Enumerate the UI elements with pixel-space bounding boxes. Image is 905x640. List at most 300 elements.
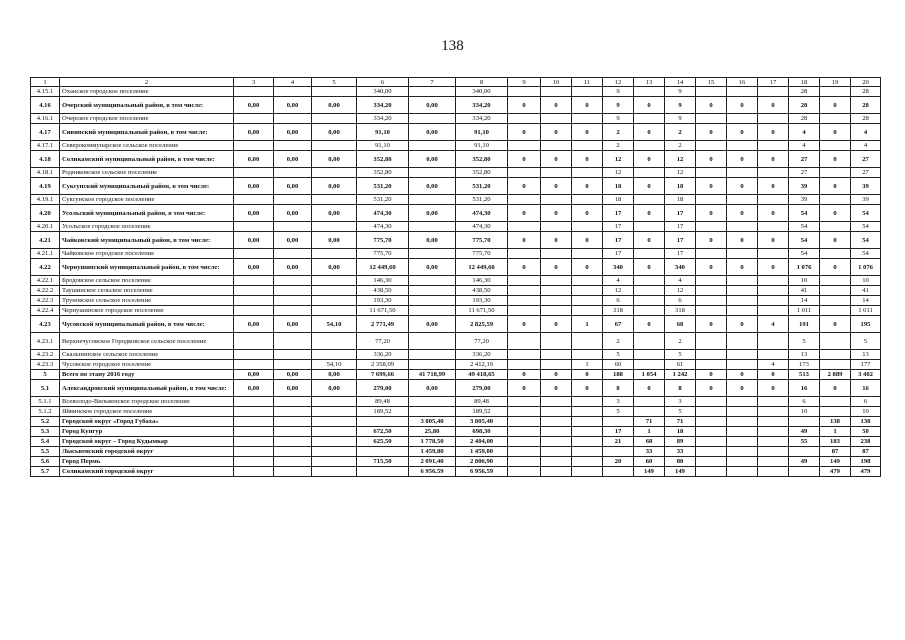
value-cell: 698,30 bbox=[456, 427, 508, 437]
value-cell: 28 bbox=[851, 97, 881, 114]
value-cell bbox=[274, 286, 312, 296]
value-cell bbox=[508, 417, 541, 427]
value-cell: 27 bbox=[851, 151, 881, 168]
table-row bbox=[31, 306, 881, 316]
value-cell bbox=[234, 467, 274, 477]
value-cell: 18 bbox=[665, 427, 696, 437]
value-cell bbox=[409, 306, 456, 316]
value-cell: 2 bbox=[603, 333, 634, 350]
value-cell bbox=[727, 249, 758, 259]
value-cell: 17 bbox=[665, 205, 696, 222]
value-cell: 0 bbox=[572, 151, 603, 168]
table-row bbox=[31, 141, 881, 151]
value-cell: 0 bbox=[727, 232, 758, 249]
value-cell: 0 bbox=[508, 97, 541, 114]
value-cell: 0 bbox=[572, 259, 603, 276]
value-cell bbox=[274, 447, 312, 457]
table-row bbox=[31, 87, 881, 97]
value-cell: 68 bbox=[665, 316, 696, 333]
value-cell: 0,00 bbox=[312, 97, 357, 114]
value-cell: 0,00 bbox=[234, 380, 274, 397]
value-cell bbox=[572, 407, 603, 417]
value-cell: 0,00 bbox=[312, 178, 357, 195]
value-cell: 49 bbox=[789, 427, 820, 437]
value-cell bbox=[234, 286, 274, 296]
row-name-cell: Очерский муниципальный район, в том числе: bbox=[60, 97, 234, 114]
value-cell: 0,00 bbox=[312, 380, 357, 397]
column-number: 5 bbox=[312, 78, 357, 87]
value-cell: 4 bbox=[758, 316, 789, 333]
value-cell: 91,10 bbox=[456, 141, 508, 151]
value-cell: 2 404,00 bbox=[456, 437, 508, 447]
value-cell: 0 bbox=[634, 259, 665, 276]
value-cell: 68 bbox=[634, 437, 665, 447]
table-row bbox=[31, 360, 881, 370]
row-number-cell: 4.20 bbox=[31, 205, 60, 222]
value-cell: 9 bbox=[665, 97, 696, 114]
value-cell: 0 bbox=[541, 124, 572, 141]
value-cell: 13 bbox=[789, 350, 820, 360]
row-number-cell: 4.23.1 bbox=[31, 333, 60, 350]
value-cell: 5 bbox=[665, 407, 696, 417]
value-cell: 0 bbox=[696, 205, 727, 222]
value-cell bbox=[541, 417, 572, 427]
value-cell bbox=[758, 333, 789, 350]
value-cell bbox=[508, 397, 541, 407]
value-cell: 189,52 bbox=[357, 407, 409, 417]
value-cell bbox=[234, 195, 274, 205]
value-cell bbox=[508, 296, 541, 306]
value-cell: 0 bbox=[541, 205, 572, 222]
value-cell: 17 bbox=[603, 222, 634, 232]
value-cell bbox=[409, 114, 456, 124]
value-cell: 67 bbox=[603, 316, 634, 333]
value-cell: 149 bbox=[634, 467, 665, 477]
value-cell: 0 bbox=[572, 370, 603, 380]
value-cell bbox=[234, 437, 274, 447]
value-cell: 0 bbox=[820, 124, 851, 141]
row-number-cell: 4.23 bbox=[31, 316, 60, 333]
value-cell: 279,00 bbox=[456, 380, 508, 397]
row-name-cell: Северокоммунарское сельское поселение bbox=[60, 141, 234, 151]
value-cell: 3 402 bbox=[851, 370, 881, 380]
value-cell: 0 bbox=[572, 178, 603, 195]
value-cell: 60 bbox=[634, 457, 665, 467]
value-cell: 4 bbox=[851, 141, 881, 151]
value-cell: 9 bbox=[665, 87, 696, 97]
value-cell bbox=[727, 296, 758, 306]
value-cell: 0 bbox=[508, 232, 541, 249]
value-cell bbox=[758, 427, 789, 437]
value-cell: 16 bbox=[851, 380, 881, 397]
value-cell bbox=[758, 467, 789, 477]
row-name-cell: Соликамский городской округ bbox=[60, 467, 234, 477]
row-number-cell: 5.7 bbox=[31, 467, 60, 477]
value-cell: 11 671,50 bbox=[357, 306, 409, 316]
value-cell bbox=[409, 195, 456, 205]
value-cell: 5 bbox=[603, 350, 634, 360]
page-number: 138 bbox=[441, 38, 464, 54]
value-cell: 2 806,90 bbox=[456, 457, 508, 467]
value-cell bbox=[572, 114, 603, 124]
value-cell bbox=[234, 87, 274, 97]
value-cell bbox=[312, 249, 357, 259]
value-cell: 0 bbox=[508, 205, 541, 222]
table-row bbox=[31, 417, 881, 427]
value-cell bbox=[572, 437, 603, 447]
value-cell bbox=[312, 286, 357, 296]
value-cell: 17 bbox=[665, 222, 696, 232]
value-cell: 191 bbox=[789, 316, 820, 333]
column-number: 9 bbox=[508, 78, 541, 87]
value-cell bbox=[541, 427, 572, 437]
value-cell bbox=[727, 407, 758, 417]
value-cell: 9 bbox=[603, 87, 634, 97]
value-cell bbox=[820, 249, 851, 259]
table-row bbox=[31, 222, 881, 232]
value-cell bbox=[409, 249, 456, 259]
value-cell bbox=[312, 114, 357, 124]
value-cell: 54 bbox=[851, 232, 881, 249]
value-cell: 0,00 bbox=[312, 232, 357, 249]
value-cell bbox=[820, 333, 851, 350]
table-row bbox=[31, 178, 881, 195]
table-row bbox=[31, 350, 881, 360]
value-cell bbox=[727, 286, 758, 296]
value-cell: 0 bbox=[634, 178, 665, 195]
value-cell bbox=[312, 457, 357, 467]
value-cell: 0 bbox=[508, 259, 541, 276]
table-row bbox=[31, 259, 881, 276]
value-cell: 55 bbox=[789, 437, 820, 447]
value-cell bbox=[634, 407, 665, 417]
value-cell bbox=[541, 114, 572, 124]
row-number-cell: 4.18 bbox=[31, 151, 60, 168]
row-number-cell: 5.2 bbox=[31, 417, 60, 427]
value-cell: 0,00 bbox=[274, 380, 312, 397]
value-cell: 41 718,99 bbox=[409, 370, 456, 380]
column-number: 10 bbox=[541, 78, 572, 87]
value-cell: 54 bbox=[851, 249, 881, 259]
value-cell: 0 bbox=[696, 380, 727, 397]
value-cell bbox=[541, 276, 572, 286]
value-cell bbox=[634, 306, 665, 316]
value-cell: 12 bbox=[603, 151, 634, 168]
value-cell: 5 bbox=[789, 333, 820, 350]
row-number-cell: 5 bbox=[31, 370, 60, 380]
value-cell bbox=[820, 360, 851, 370]
value-cell: 77,20 bbox=[456, 333, 508, 350]
row-name-cell: Городской округ «Город Губаха» bbox=[60, 417, 234, 427]
row-number-cell: 4.20.1 bbox=[31, 222, 60, 232]
value-cell: 0,00 bbox=[274, 232, 312, 249]
value-cell bbox=[727, 222, 758, 232]
value-cell: 0 bbox=[820, 259, 851, 276]
value-cell: 12 449,60 bbox=[456, 259, 508, 276]
value-cell bbox=[696, 447, 727, 457]
value-cell bbox=[789, 447, 820, 457]
value-cell bbox=[572, 168, 603, 178]
value-cell: 50 bbox=[851, 427, 881, 437]
value-cell bbox=[409, 87, 456, 97]
value-cell: 352,80 bbox=[357, 168, 409, 178]
value-cell: 33 bbox=[634, 447, 665, 457]
value-cell: 20 bbox=[603, 457, 634, 467]
column-number: 19 bbox=[820, 78, 851, 87]
value-cell bbox=[696, 407, 727, 417]
value-cell bbox=[727, 397, 758, 407]
value-cell: 0 bbox=[727, 316, 758, 333]
value-cell: 0 bbox=[758, 380, 789, 397]
value-cell: 0,00 bbox=[312, 370, 357, 380]
value-cell: 39 bbox=[851, 195, 881, 205]
value-cell bbox=[572, 141, 603, 151]
value-cell bbox=[541, 350, 572, 360]
value-cell bbox=[409, 350, 456, 360]
value-cell: 0 bbox=[634, 316, 665, 333]
value-cell: 195 bbox=[851, 316, 881, 333]
value-cell: 352,80 bbox=[456, 151, 508, 168]
row-name-cell: Всего по этапу 2016 году bbox=[60, 370, 234, 380]
row-name-cell: Суксунский муниципальный район, в том числе: bbox=[60, 178, 234, 195]
column-number: 4 bbox=[274, 78, 312, 87]
value-cell bbox=[572, 296, 603, 306]
value-cell: 0 bbox=[541, 178, 572, 195]
table-row bbox=[31, 380, 881, 397]
value-cell: 0,00 bbox=[312, 124, 357, 141]
value-cell bbox=[758, 141, 789, 151]
value-cell: 775,70 bbox=[357, 232, 409, 249]
value-cell: 0 bbox=[541, 232, 572, 249]
value-cell: 10 bbox=[851, 276, 881, 286]
value-cell: 6 bbox=[789, 397, 820, 407]
value-cell bbox=[727, 447, 758, 457]
value-cell bbox=[696, 350, 727, 360]
value-cell: 10 bbox=[789, 276, 820, 286]
value-cell: 1 bbox=[634, 427, 665, 437]
value-cell bbox=[820, 114, 851, 124]
value-cell bbox=[274, 407, 312, 417]
value-cell: 0,00 bbox=[234, 205, 274, 222]
value-cell bbox=[508, 87, 541, 97]
value-cell bbox=[696, 417, 727, 427]
value-cell bbox=[409, 360, 456, 370]
value-cell: 0 bbox=[541, 316, 572, 333]
value-cell: 149 bbox=[820, 457, 851, 467]
value-cell bbox=[696, 249, 727, 259]
value-cell bbox=[758, 286, 789, 296]
value-cell: 0,00 bbox=[234, 316, 274, 333]
value-cell: 513 bbox=[789, 370, 820, 380]
table-row bbox=[31, 286, 881, 296]
value-cell bbox=[603, 447, 634, 457]
value-cell bbox=[820, 276, 851, 286]
value-cell: 1 076 bbox=[851, 259, 881, 276]
value-cell bbox=[312, 87, 357, 97]
value-cell bbox=[508, 195, 541, 205]
value-cell bbox=[234, 333, 274, 350]
value-cell bbox=[312, 195, 357, 205]
value-cell bbox=[572, 276, 603, 286]
value-cell bbox=[603, 417, 634, 427]
value-cell bbox=[634, 249, 665, 259]
value-cell: 0,00 bbox=[409, 124, 456, 141]
value-cell bbox=[820, 222, 851, 232]
value-cell: 28 bbox=[851, 87, 881, 97]
value-cell: 60 bbox=[603, 360, 634, 370]
value-cell bbox=[696, 276, 727, 286]
value-cell bbox=[541, 333, 572, 350]
value-cell: 531,20 bbox=[456, 178, 508, 195]
row-name-cell: Чусовское городское поселение bbox=[60, 360, 234, 370]
value-cell: 14 bbox=[789, 296, 820, 306]
value-cell: 1 242 bbox=[665, 370, 696, 380]
value-cell: 12 bbox=[665, 168, 696, 178]
row-name-cell: Таушинское сельское поселение bbox=[60, 286, 234, 296]
value-cell bbox=[312, 276, 357, 286]
value-cell: 17 bbox=[665, 249, 696, 259]
value-cell bbox=[409, 333, 456, 350]
value-cell bbox=[234, 222, 274, 232]
value-cell bbox=[820, 350, 851, 360]
value-cell bbox=[409, 141, 456, 151]
value-cell bbox=[758, 296, 789, 306]
column-number: 1 bbox=[31, 78, 60, 87]
value-cell: 173 bbox=[789, 360, 820, 370]
table-row bbox=[31, 249, 881, 259]
row-name-cell: Соликамский муниципальный район, в том числе: bbox=[60, 151, 234, 168]
value-cell: 0,00 bbox=[234, 151, 274, 168]
value-cell: 0 bbox=[820, 97, 851, 114]
value-cell bbox=[234, 276, 274, 286]
value-cell: 89,48 bbox=[456, 397, 508, 407]
row-name-cell: Чернушинское городское поселение bbox=[60, 306, 234, 316]
value-cell: 352,80 bbox=[456, 168, 508, 178]
row-number-cell: 4.23.3 bbox=[31, 360, 60, 370]
row-name-cell: Город Кунгур bbox=[60, 427, 234, 437]
value-cell bbox=[727, 195, 758, 205]
table-row bbox=[31, 296, 881, 306]
value-cell bbox=[572, 249, 603, 259]
value-cell: 18 bbox=[603, 178, 634, 195]
value-cell bbox=[727, 141, 758, 151]
value-cell: 0,00 bbox=[409, 232, 456, 249]
value-cell bbox=[572, 447, 603, 457]
value-cell bbox=[727, 467, 758, 477]
value-cell bbox=[234, 360, 274, 370]
value-cell bbox=[820, 397, 851, 407]
column-number: 12 bbox=[603, 78, 634, 87]
value-cell bbox=[508, 427, 541, 437]
value-cell: 0 bbox=[820, 380, 851, 397]
value-cell bbox=[696, 286, 727, 296]
value-cell: 28 bbox=[851, 114, 881, 124]
value-cell bbox=[508, 350, 541, 360]
value-cell: 0 bbox=[508, 316, 541, 333]
row-name-cell: Александровский муниципальный район, в том числе: bbox=[60, 380, 234, 397]
table-row bbox=[31, 457, 881, 467]
column-number: 7 bbox=[409, 78, 456, 87]
row-number-cell: 4.15.1 bbox=[31, 87, 60, 97]
value-cell bbox=[634, 141, 665, 151]
value-cell: 54,10 bbox=[312, 360, 357, 370]
value-cell: 12 bbox=[665, 286, 696, 296]
value-cell bbox=[357, 447, 409, 457]
value-cell bbox=[541, 397, 572, 407]
value-cell: 193,30 bbox=[456, 296, 508, 306]
value-cell: 3 805,40 bbox=[456, 417, 508, 427]
value-cell bbox=[727, 417, 758, 427]
value-cell: 138 bbox=[820, 417, 851, 427]
value-cell bbox=[234, 249, 274, 259]
value-cell: 334,20 bbox=[357, 97, 409, 114]
value-cell: 474,30 bbox=[456, 222, 508, 232]
value-cell: 18 bbox=[665, 195, 696, 205]
value-cell: 27 bbox=[789, 168, 820, 178]
value-cell: 336,20 bbox=[357, 350, 409, 360]
value-cell bbox=[541, 457, 572, 467]
value-cell bbox=[634, 333, 665, 350]
value-cell bbox=[820, 87, 851, 97]
value-cell bbox=[312, 306, 357, 316]
value-cell bbox=[409, 276, 456, 286]
value-cell: 0 bbox=[508, 178, 541, 195]
value-cell bbox=[727, 350, 758, 360]
value-cell: 0 bbox=[696, 259, 727, 276]
value-cell: 6 956,59 bbox=[409, 467, 456, 477]
value-cell bbox=[274, 397, 312, 407]
value-cell: 0,00 bbox=[409, 97, 456, 114]
row-number-cell: 5.1 bbox=[31, 380, 60, 397]
value-cell: 41 bbox=[851, 286, 881, 296]
value-cell: 0 bbox=[696, 316, 727, 333]
value-cell bbox=[234, 417, 274, 427]
value-cell: 17 bbox=[603, 205, 634, 222]
value-cell bbox=[312, 168, 357, 178]
value-cell: 0,00 bbox=[234, 178, 274, 195]
value-cell bbox=[696, 195, 727, 205]
value-cell: 10 bbox=[789, 407, 820, 417]
value-cell: 25,80 bbox=[409, 427, 456, 437]
value-cell: 9 bbox=[603, 114, 634, 124]
value-cell: 0,00 bbox=[234, 97, 274, 114]
value-cell: 189,52 bbox=[456, 407, 508, 417]
value-cell bbox=[312, 296, 357, 306]
row-number-cell: 4.22.3 bbox=[31, 296, 60, 306]
value-cell: 0 bbox=[820, 205, 851, 222]
row-name-cell: Городской округ – Город Кудымкар bbox=[60, 437, 234, 447]
value-cell: 334,20 bbox=[456, 97, 508, 114]
value-cell: 0 bbox=[572, 232, 603, 249]
column-number: 6 bbox=[357, 78, 409, 87]
value-cell: 474,30 bbox=[357, 205, 409, 222]
value-cell bbox=[274, 360, 312, 370]
value-cell bbox=[727, 114, 758, 124]
value-cell: 0 bbox=[634, 380, 665, 397]
value-cell bbox=[696, 296, 727, 306]
value-cell: 0,00 bbox=[312, 151, 357, 168]
row-name-cell: Сивинский муниципальный район, в том числе: bbox=[60, 124, 234, 141]
value-cell: 2 bbox=[665, 124, 696, 141]
value-cell: 0 bbox=[508, 124, 541, 141]
value-cell: 0 bbox=[758, 124, 789, 141]
value-cell bbox=[274, 333, 312, 350]
value-cell: 5 bbox=[603, 407, 634, 417]
value-cell: 0,00 bbox=[234, 370, 274, 380]
value-cell bbox=[312, 222, 357, 232]
value-cell bbox=[758, 407, 789, 417]
table-row bbox=[31, 407, 881, 417]
